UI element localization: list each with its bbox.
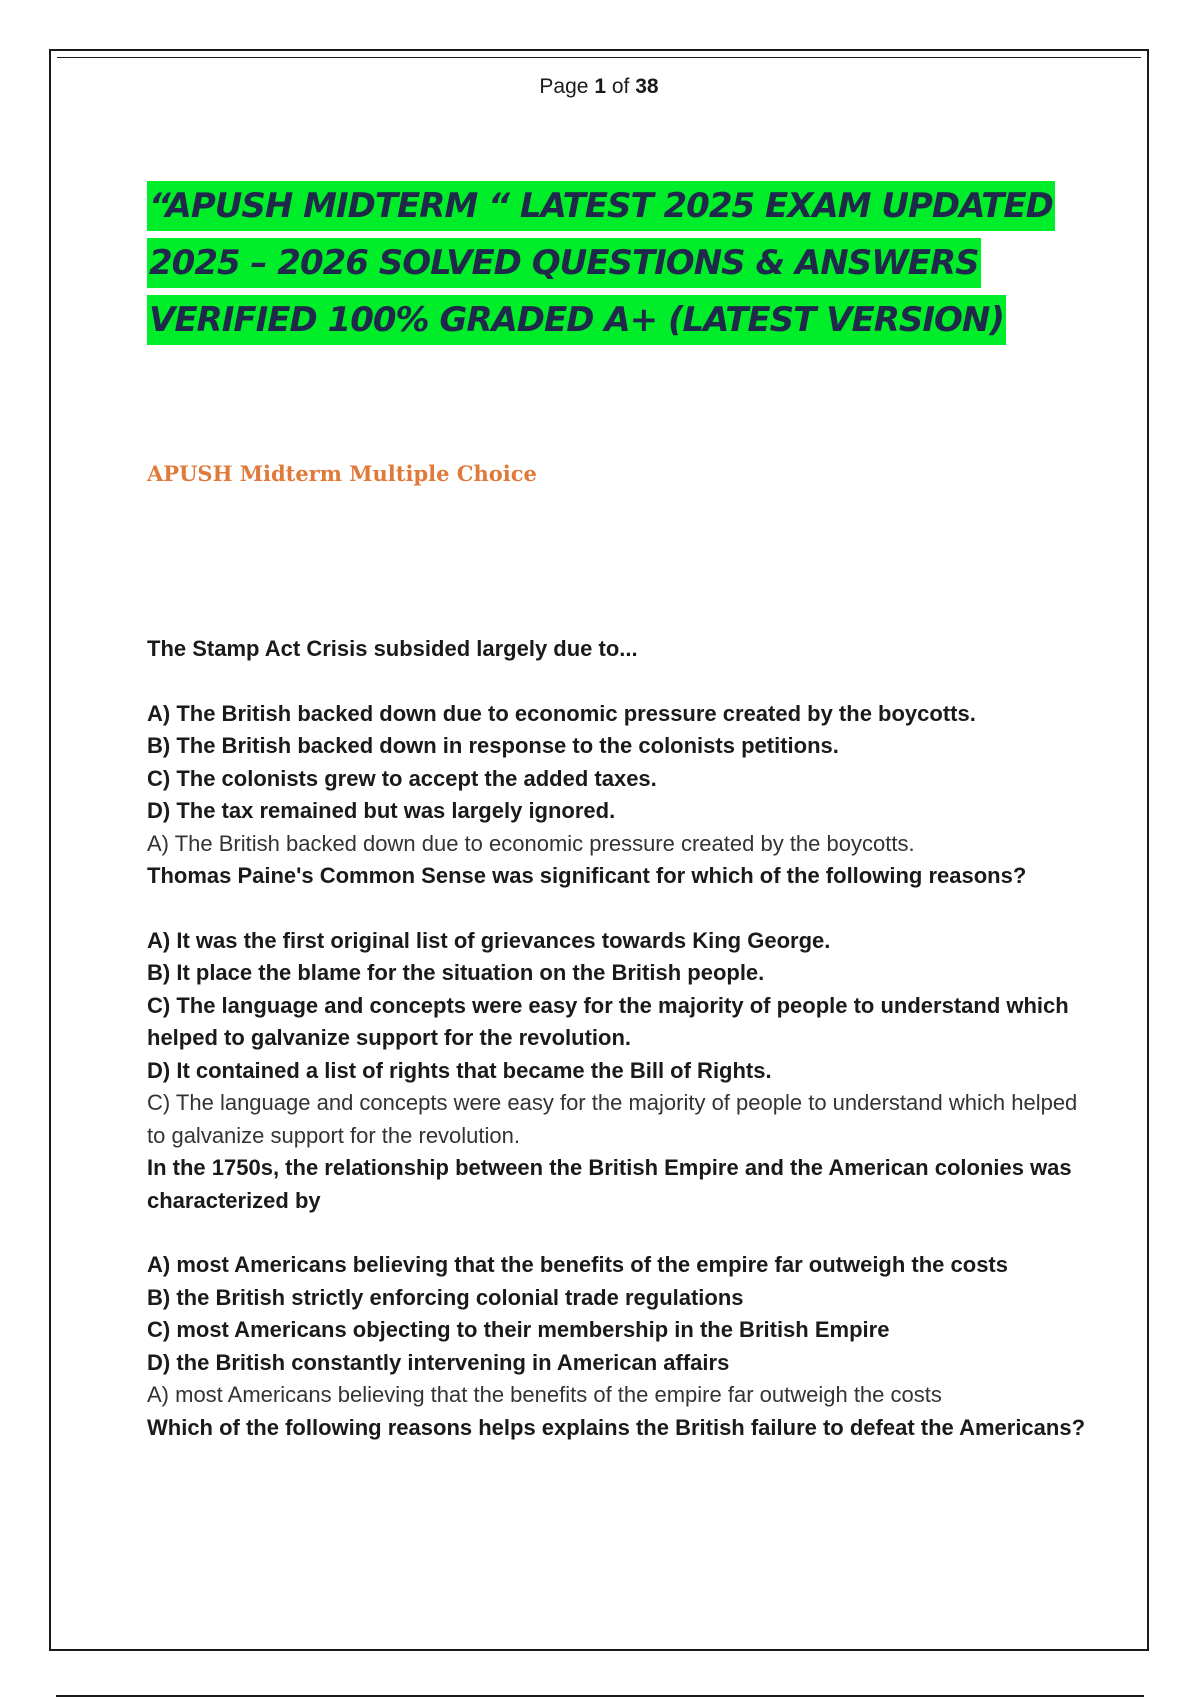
answer-text: A) most Americans believing that the benefits of the empire far outweigh the costs	[147, 1382, 942, 1407]
answer-text: C) The language and concepts were easy for the majority of people to understand which helped to galvanize support for the revolution.	[147, 1090, 1078, 1148]
option-text: C) The language and concepts were easy for the majority of people to understand which helped to galvanize support for the revolution.	[147, 992, 1069, 1050]
option-text: A) The British backed down due to economic pressure created by the boycotts.	[147, 700, 976, 726]
question-text: In the 1750s, the relationship between the British Empire and the American colonies was characterized by	[147, 1155, 1072, 1213]
option-text: A) It was the first original list of grievances towards King George.	[147, 927, 831, 953]
question-text: The Stamp Act Crisis subsided largely due to...	[147, 636, 638, 661]
option-text: C) most Americans objecting to their membership in the British Empire	[147, 1317, 890, 1342]
title-line: VERIFIED 100% GRADED A+ (LATEST VERSION)	[147, 295, 1006, 345]
top-rule	[57, 57, 1141, 58]
option-text: A) most Americans believing that the benefits of the empire far outweigh the costs	[147, 1252, 1008, 1277]
question-text: Which of the following reasons helps explains the British failure to defeat the Americans?	[147, 1414, 1086, 1440]
option-text: D) It contained a list of rights that became the Bill of Rights.	[147, 1057, 772, 1083]
option-text: B) the British strictly enforcing colonial trade regulations	[147, 1284, 744, 1310]
option-text: C) The colonists grew to accept the added taxes.	[147, 765, 657, 791]
answer-text: A) The British backed down due to economic pressure created by the boycotts.	[147, 830, 915, 856]
option-text: D) The tax remained but was largely ignored.	[147, 798, 616, 823]
section-heading: APUSH Midterm Multiple Choice	[147, 461, 537, 486]
option-text: D) the British constantly intervening in American affairs	[147, 1349, 730, 1375]
page-frame	[49, 49, 1149, 1651]
option-text: B) It place the blame for the situation on the British people.	[147, 960, 765, 985]
question-text: Thomas Paine's Common Sense was significant for which of the following reasons?	[147, 863, 1027, 888]
document-title	[147, 181, 1107, 352]
option-text: B) The British backed down in response to the colonists petitions.	[147, 733, 839, 758]
qa-content	[147, 633, 1097, 1444]
title-line: “APUSH MIDTERM “ LATEST 2025 EXAM UPDATED	[147, 181, 1055, 231]
next-page-rule	[56, 1695, 1144, 1697]
page-number: Page 1 of 38	[539, 75, 659, 98]
title-line: 2025 – 2026 SOLVED QUESTIONS & ANSWERS	[147, 238, 981, 288]
